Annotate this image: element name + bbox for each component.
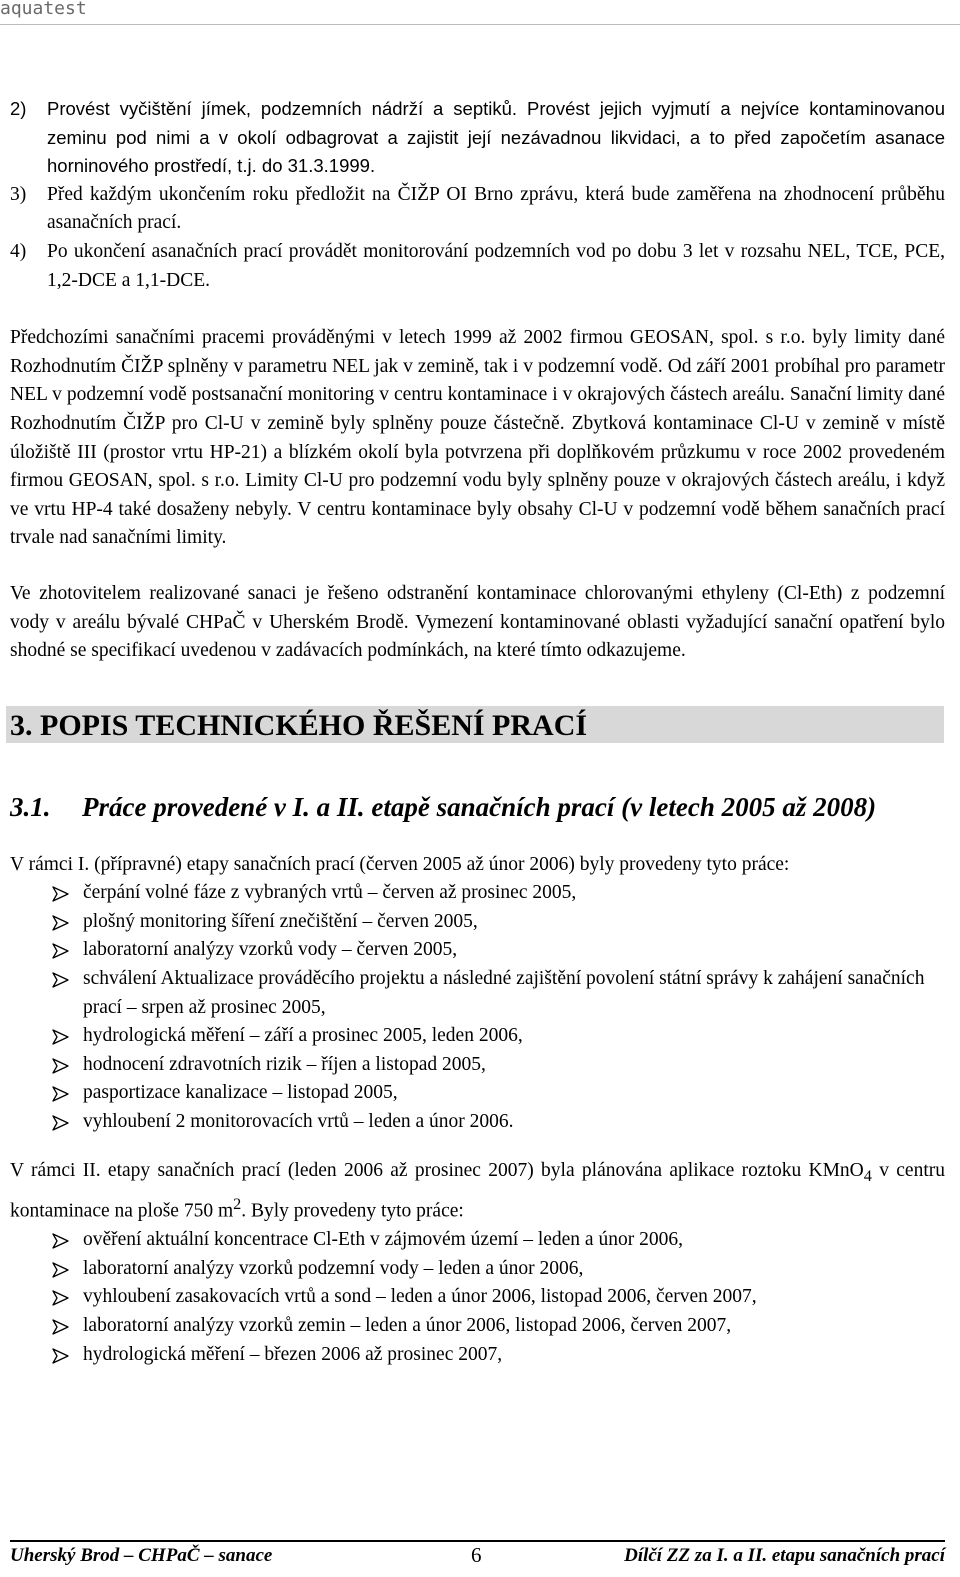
list-item xyxy=(10,1341,945,1370)
condition-number: 3) xyxy=(10,183,27,205)
footer-rule xyxy=(10,1540,945,1542)
superscript-2: 2 xyxy=(233,1195,242,1214)
previous-works-paragraph: Předchozími sanačními pracemi prováděnými v letech 1999 až 2002 firmou GEOSAN, spol. s r.o. byly limity dané Rozhodnutím ČIŽP splněny v parametru NEL jak v zemině, tak i v podzemní vodě. Od září 2001 probíhal pro parametr NEL v podzemní vodě postsanační monitoring v centru kontaminace i v okrajových částech areálu. Sanační limity dané Rozhodnutím ČIŽP pro Cl-U v zemině byly splněny pouze částečně. Zbytková kontaminace Cl-U v zemině v místě úložiště III (prostor vrtu HP-21) a blízkém okolí byla potvrzena při doplňkovém průzkumu v roce 2002 provedeném firmou GEOSAN, spol. s r.o. Limity Cl-U pro podzemní vodu byly splněny pouze v okrajových částech areálu, i když ve vrtu HP-4 také dosaženy nebyly. V centru kontaminace byly obsahy Cl-U v podzemní vodě během sanačních prací trvale nad sanačními limity. xyxy=(10,327,945,549)
arrowhead-bullet-icon xyxy=(10,1051,83,1080)
list-item-text: pasportizace kanalizace – listopad 2005, xyxy=(83,1082,398,1104)
list-item xyxy=(10,879,945,908)
stage2-list xyxy=(10,1226,945,1369)
stage2-intro-a: V rámci II. etapy sanačních prací (leden 2006 až prosinec 2007) byla plánována aplikace roztoku KMnO xyxy=(10,1159,864,1181)
list-item-text: čerpání volné fáze z vybraných vrtů – červen až prosinec 2005, xyxy=(83,882,577,904)
list-item xyxy=(10,1051,945,1080)
list-item xyxy=(10,908,945,937)
list-item-text: hydrologická měření – březen 2006 až prosinec 2007, xyxy=(83,1343,503,1365)
list-item-text: vyhloubení 2 monitorovacích vrtů – leden a únor 2006. xyxy=(83,1111,514,1133)
condition-item xyxy=(10,95,945,181)
condition-number: 2) xyxy=(10,98,27,119)
footer-report-title: Dílčí ZZ za I. a II. etapu sanačních prací xyxy=(624,1545,945,1566)
subsection-number: 3.1. xyxy=(10,791,51,822)
stage2-intro-c: . Byly provedeny tyto práce: xyxy=(241,1200,464,1222)
list-item-text: laboratorní analýzy vzorků vody – červen 2005, xyxy=(83,939,458,961)
list-item-text: laboratorní analýzy vzorků podzemní vody – leden a únor 2006, xyxy=(83,1257,584,1279)
arrowhead-bullet-icon xyxy=(10,1108,83,1137)
arrowhead-bullet-icon xyxy=(10,965,83,1022)
page-footer xyxy=(10,1543,945,1573)
header-tag: aquatest xyxy=(0,0,87,19)
list-item xyxy=(10,1108,945,1137)
arrowhead-bullet-icon xyxy=(10,1226,83,1255)
list-item xyxy=(10,1079,945,1108)
footer-project: Uherský Brod – CHPaČ – sanace xyxy=(10,1545,273,1566)
arrowhead-bullet-icon xyxy=(10,1312,83,1341)
list-item xyxy=(10,1312,945,1341)
list-item xyxy=(10,936,945,965)
subsection-title: Práce provedené v I. a II. etapě sanačních prací (v letech 2005 až 2008) xyxy=(82,791,877,822)
list-item xyxy=(10,1022,945,1051)
condition-text: Provést vyčištění jímek, podzemních nádrží a septiků. Provést jejich vyjmutí a nejvíce kontaminovanou zeminu pod nimi a v okolí odbagrovat a zajistit její nezávadnou likvidaci, a to před započetím asanace horninového prostředí, t.j. do 31.3.1999. xyxy=(47,98,945,177)
list-item-text: laboratorní analýzy vzorků zemin – leden a únor 2006, listopad 2006, červen 2007, xyxy=(83,1314,732,1336)
arrowhead-bullet-icon xyxy=(10,1255,83,1284)
list-item-text: ověření aktuální koncentrace Cl-Eth v zájmovém území – leden a únor 2006, xyxy=(83,1229,683,1251)
arrowhead-bullet-icon xyxy=(10,1283,83,1312)
condition-text: Po ukončení asanačních prací provádět monitorování podzemních vod po dobu 3 let v rozsahu NEL, TCE, PCE, 1,2-DCE a 1,1-DCE. xyxy=(47,240,945,291)
arrowhead-bullet-icon xyxy=(10,1341,83,1370)
list-item-text: hodnocení zdravotních rizik – říjen a listopad 2005, xyxy=(83,1053,486,1075)
condition-item xyxy=(10,238,945,295)
list-item-text: schválení Aktualizace prováděcího projektu a následné zajištění povolení státní správy k zahájení sanačních prací – srpen až prosinec 2005, xyxy=(83,968,925,1018)
arrowhead-bullet-icon xyxy=(10,1022,83,1051)
list-item-text: vyhloubení zasakovacích vrtů a sond – leden a únor 2006, listopad 2006, červen 2007, xyxy=(83,1286,757,1308)
section-heading: 3. POPIS TECHNICKÉHO ŘEŠENÍ PRACÍ xyxy=(6,706,944,743)
stage2-intro xyxy=(10,1157,945,1227)
subscript-4: 4 xyxy=(863,1166,872,1185)
scope-paragraph: Ve zhotovitelem realizované sanaci je řešeno odstranění kontaminace chlorovanými ethyleny (Cl-Eth) z podzemní vody v areálu bývalé CHPaČ v Uherském Brodě. Vymezení kontaminované oblasti vyžadující sanační opatření bylo shodné se specifikací uvedenou v zadávacích podmínkách, na které tímto odkazujeme. xyxy=(10,582,945,662)
arrowhead-bullet-icon xyxy=(10,908,83,937)
condition-number: 4) xyxy=(10,240,27,262)
arrowhead-bullet-icon xyxy=(10,936,83,965)
stage1-list xyxy=(10,879,945,1136)
arrowhead-bullet-icon xyxy=(10,1079,83,1108)
list-item xyxy=(10,1226,945,1255)
stage1-intro: V rámci I. (přípravné) etapy sanačních prací (červen 2005 až únor 2006) byly provedeny tyto práce: xyxy=(10,853,790,875)
subsection-heading xyxy=(10,790,945,824)
list-item xyxy=(10,965,945,1022)
condition-item xyxy=(10,181,945,238)
page-number: 6 xyxy=(471,1543,482,1567)
arrowhead-bullet-icon xyxy=(10,879,83,908)
stage2-intro-b: v centru kontaminace na ploše 750 m xyxy=(10,1159,945,1222)
content xyxy=(10,95,945,1369)
list-item-text: plošný monitoring šíření znečištění – červen 2005, xyxy=(83,910,478,932)
list-item xyxy=(10,1255,945,1284)
condition-text: Před každým ukončením roku předložit na ČIŽP OI Brno zprávu, která bude zaměřena na zhodnocení průběhu asanačních prací. xyxy=(47,183,945,234)
header-rule xyxy=(0,24,960,25)
list-item-text: hydrologická měření – září a prosinec 2005, leden 2006, xyxy=(83,1025,523,1047)
list-item xyxy=(10,1283,945,1312)
